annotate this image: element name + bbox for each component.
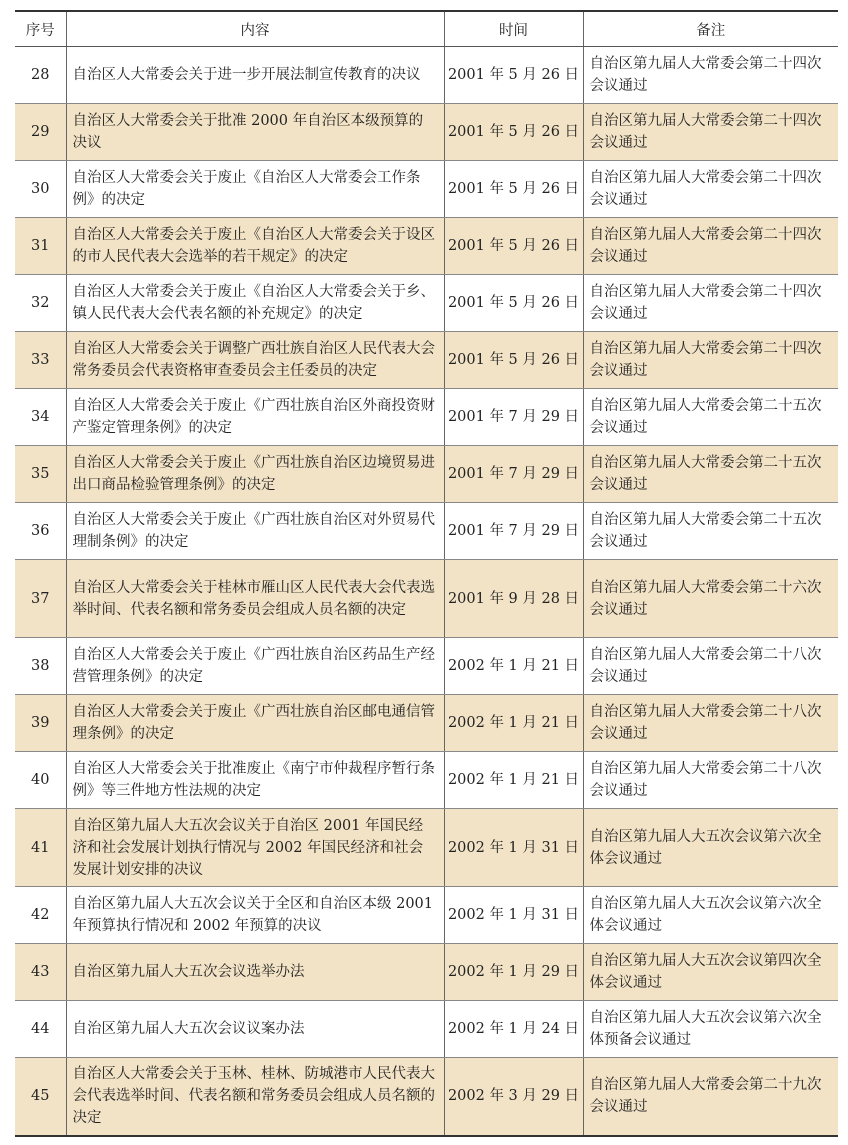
row-date: 2001 年 7 月 29 日: [444, 389, 583, 446]
row-serial: 32: [15, 275, 66, 332]
row-date: 2001 年 7 月 29 日: [444, 503, 583, 560]
row-date: 2001 年 5 月 26 日: [444, 275, 583, 332]
row-date: 2001 年 5 月 26 日: [444, 104, 583, 161]
table-row: [15, 332, 838, 389]
table-row: [15, 503, 838, 560]
row-remarks: 自治区第九届人大常委会第二十八次会议通过: [583, 638, 838, 695]
row-content: 自治区人大常委会关于废止《广西壮族自治区外商投资财产鉴定管理条例》的决定: [66, 389, 444, 446]
row-content: 自治区人大常委会关于批准废止《南宁市仲裁程序暂行条例》等三件地方性法规的决定: [66, 752, 444, 809]
row-serial: 40: [15, 752, 66, 809]
row-remarks: 自治区第九届人大五次会议第四次全体会议通过: [583, 944, 838, 1001]
row-content: 自治区第九届人大五次会议选举办法: [66, 944, 444, 1001]
row-remarks: 自治区第九届人大常委会第二十四次会议通过: [583, 275, 838, 332]
table-header-row: [15, 11, 838, 47]
table-row: [15, 446, 838, 503]
row-date: 2002 年 3 月 29 日: [444, 1058, 583, 1136]
table-row: [15, 218, 838, 275]
row-remarks: 自治区第九届人大五次会议第六次全体预备会议通过: [583, 1001, 838, 1058]
table-row: [15, 887, 838, 944]
row-date: 2002 年 1 月 21 日: [444, 695, 583, 752]
row-remarks: 自治区第九届人大常委会第二十四次会议通过: [583, 161, 838, 218]
row-serial: 44: [15, 1001, 66, 1058]
row-date: 2001 年 9 月 28 日: [444, 560, 583, 638]
row-date: 2001 年 5 月 26 日: [444, 218, 583, 275]
table-row: [15, 47, 838, 104]
row-content: 自治区第九届人大五次会议议案办法: [66, 1001, 444, 1058]
row-serial: 31: [15, 218, 66, 275]
table-row: [15, 1001, 838, 1058]
table-row: [15, 560, 838, 638]
table-row: [15, 809, 838, 887]
row-remarks: 自治区第九届人大常委会第二十八次会议通过: [583, 752, 838, 809]
row-date: 2002 年 1 月 31 日: [444, 887, 583, 944]
row-content: 自治区人大常委会关于玉林、桂林、防城港市人民代表大会代表选举时间、代表名额和常务委员会组成人员名额的决定: [66, 1058, 444, 1136]
row-content: 自治区人大常委会关于废止《广西壮族自治区邮电通信管理条例》的决定: [66, 695, 444, 752]
row-serial: 38: [15, 638, 66, 695]
table-row: [15, 638, 838, 695]
row-date: 2001 年 5 月 26 日: [444, 161, 583, 218]
row-date: 2002 年 1 月 31 日: [444, 809, 583, 887]
row-remarks: 自治区第九届人大五次会议第六次全体会议通过: [583, 809, 838, 887]
table-row: [15, 695, 838, 752]
row-content: 自治区第九届人大五次会议关于自治区 2001 年国民经济和社会发展计划执行情况与 2002 年国民经济和社会发展计划安排的决议: [66, 809, 444, 887]
table-body: [15, 47, 838, 1136]
table-row: [15, 275, 838, 332]
row-content: 自治区人大常委会关于调整广西壮族自治区人民代表大会常务委员会代表资格审查委员会主任委员的决定: [66, 332, 444, 389]
row-content: 自治区人大常委会关于废止《自治区人大常委会工作条例》的决定: [66, 161, 444, 218]
row-date: 2002 年 1 月 24 日: [444, 1001, 583, 1058]
table-row: [15, 944, 838, 1001]
row-remarks: 自治区第九届人大常委会第二十四次会议通过: [583, 218, 838, 275]
row-serial: 39: [15, 695, 66, 752]
row-content: 自治区人大常委会关于废止《自治区人大常委会关于设区的市人民代表大会选举的若干规定》的决定: [66, 218, 444, 275]
row-serial: 34: [15, 389, 66, 446]
row-remarks: 自治区第九届人大常委会第二十四次会议通过: [583, 104, 838, 161]
row-content: 自治区人大常委会关于废止《自治区人大常委会关于乡、镇人民代表大会代表名额的补充规定》的决定: [66, 275, 444, 332]
row-date: 2001 年 5 月 26 日: [444, 47, 583, 104]
row-serial: 29: [15, 104, 66, 161]
row-serial: 35: [15, 446, 66, 503]
row-serial: 43: [15, 944, 66, 1001]
row-serial: 33: [15, 332, 66, 389]
row-remarks: 自治区第九届人大常委会第二十五次会议通过: [583, 503, 838, 560]
row-remarks: 自治区第九届人大常委会第二十五次会议通过: [583, 446, 838, 503]
header-date: 时间: [444, 11, 583, 47]
table-row: [15, 1058, 838, 1136]
row-serial: 28: [15, 47, 66, 104]
table-row: [15, 389, 838, 446]
header-remarks: 备注: [583, 11, 838, 47]
row-serial: 30: [15, 161, 66, 218]
row-serial: 36: [15, 503, 66, 560]
row-serial: 45: [15, 1058, 66, 1136]
row-remarks: 自治区第九届人大常委会第二十八次会议通过: [583, 695, 838, 752]
row-remarks: 自治区第九届人大常委会第二十九次会议通过: [583, 1058, 838, 1136]
row-content: 自治区第九届人大五次会议关于全区和自治区本级 2001 年预算执行情况和 2002 年预算的决议: [66, 887, 444, 944]
row-remarks: 自治区第九届人大常委会第二十四次会议通过: [583, 47, 838, 104]
row-content: 自治区人大常委会关于进一步开展法制宣传教育的决议: [66, 47, 444, 104]
header-serial: 序号: [15, 11, 66, 47]
row-remarks: 自治区第九届人大常委会第二十六次会议通过: [583, 560, 838, 638]
row-date: 2002 年 1 月 21 日: [444, 638, 583, 695]
row-date: 2002 年 1 月 29 日: [444, 944, 583, 1001]
records-table: [15, 10, 838, 1137]
row-date: 2002 年 1 月 21 日: [444, 752, 583, 809]
row-content: 自治区人大常委会关于废止《广西壮族自治区边境贸易进出口商品检验管理条例》的决定: [66, 446, 444, 503]
row-remarks: 自治区第九届人大五次会议第六次全体会议通过: [583, 887, 838, 944]
row-serial: 37: [15, 560, 66, 638]
row-remarks: 自治区第九届人大常委会第二十四次会议通过: [583, 332, 838, 389]
row-content: 自治区人大常委会关于桂林市雁山区人民代表大会代表选举时间、代表名额和常务委员会组成人员名额的决定: [66, 560, 444, 638]
row-date: 2001 年 5 月 26 日: [444, 332, 583, 389]
table-row: [15, 104, 838, 161]
header-content: 内容: [66, 11, 444, 47]
row-content: 自治区人大常委会关于废止《广西壮族自治区药品生产经营管理条例》的决定: [66, 638, 444, 695]
row-content: 自治区人大常委会关于废止《广西壮族自治区对外贸易代理制条例》的决定: [66, 503, 444, 560]
row-serial: 42: [15, 887, 66, 944]
row-content: 自治区人大常委会关于批准 2000 年自治区本级预算的决议: [66, 104, 444, 161]
row-date: 2001 年 7 月 29 日: [444, 446, 583, 503]
table-row: [15, 161, 838, 218]
row-remarks: 自治区第九届人大常委会第二十五次会议通过: [583, 389, 838, 446]
row-serial: 41: [15, 809, 66, 887]
table-row: [15, 752, 838, 809]
